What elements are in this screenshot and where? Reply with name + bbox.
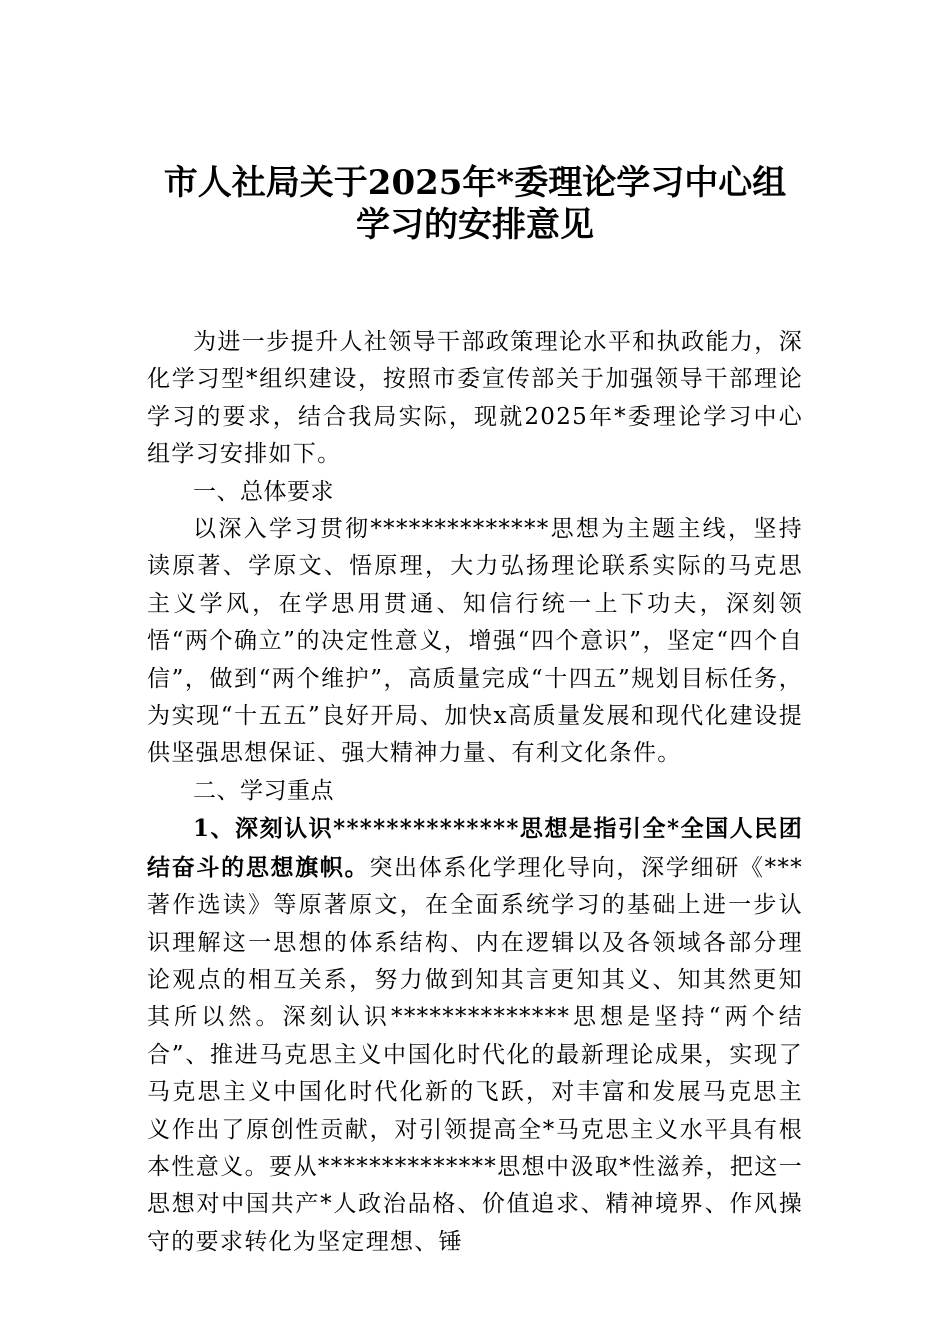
section1-heading: 一、总体要求	[193, 478, 334, 505]
point1-body: 突出体系化学理化导向，深学细研《***著作选读》等原著原文，在全面系统学习的基础上进一步认识理解这一思想的体系结构、内在逻辑以及各领域各部分理论观点的相互关系，努力做到知其言更知其义、知其然更知其所以然。深刻认识**************思想是坚持“两个结合”、推进马克思主义中国化时代化的最新理论成果，实现了马克思主义中国化时代化新的飞跃，对丰富和发展马克思主义作出了原创性贡献，对引领提高全*马克思主义水平具有根本性意义。要从**************思想中汲取*性滋养，把这一思想对中国共产*人政治品格、价值追求、精神境界、作风操守的要求转化为坚定理想、锤	[147, 854, 804, 1255]
point1-lead: 1、深刻认识**************思想是指引全*全国人民团结奋斗的思想旗帜。	[147, 815, 803, 881]
document-title-line2: 学习的安排意见	[356, 205, 594, 245]
section2-heading: 二、学习重点	[193, 777, 334, 804]
intro-paragraph: 为进一步提升人社领导干部政策理论水平和执政能力，深化学习型*组织建设，按照市委宣传部关于加强领导干部理论学习的要求，结合我局实际，现就2025年*委理论学习中心组学习安排如下。	[147, 329, 803, 468]
point1-paragraph	[147, 810, 803, 1261]
document-title-line1: 市人社局关于2025年*委理论学习中心组	[163, 163, 787, 203]
section1-paragraph: 以深入学习贯彻**************思想为主题主线，坚持读原著、学原文、悟原理，大力弘扬理论联系实际的马克思主义学风，在学思用贯通、知信行统一上下功夫，深刻领悟“两个确立”的决定性意义，增强“四个意识”，坚定“四个自信”，做到“两个维护”，高质量完成“十四五”规划目标任务，为实现“十五五”良好开局、加快x高质量发展和现代化建设提供坚强思想保证、强大精神力量、有利文化条件。	[147, 516, 803, 767]
document-body	[147, 324, 803, 1261]
